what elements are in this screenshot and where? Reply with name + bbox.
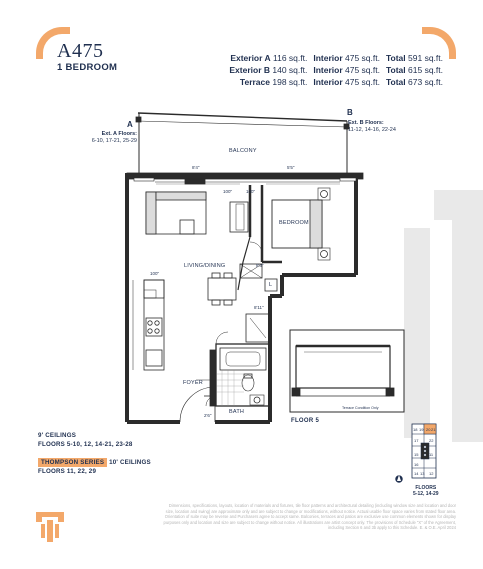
balcony-edge [138, 113, 347, 121]
brand-logo-icon [36, 512, 64, 542]
dimension-label: 8'11" [254, 305, 264, 310]
area-row: Exterior B 140 sq.ft. Interior 475 sq.ft. Total 615 sq.ft. [229, 65, 443, 75]
ceiling-height: 10' CEILINGS [109, 459, 151, 466]
room-bath: BATH [229, 409, 245, 415]
keyplan-unit: 19 [419, 427, 424, 432]
unit-type: 1 BEDROOM [57, 62, 118, 73]
room-foyer: FOYER [183, 380, 203, 386]
area-row: Terrace 198 sq.ft. Interior 475 sq.ft. Total 673 sq.ft. [239, 77, 443, 87]
area-row: Exterior A 116 sq.ft. Interior 475 sq.ft. Total 591 sq.ft. [230, 53, 443, 63]
series-badge: THOMPSON SERIES [38, 458, 107, 467]
marker-a: A [127, 120, 133, 129]
keyplan-unit: 15 [414, 452, 419, 457]
unit-name: A475 [57, 40, 104, 62]
ceiling-info-standard [38, 432, 133, 449]
ceiling-floors: FLOORS 11, 22, 29 [38, 468, 97, 475]
ext-a-label: Ext. A Floors: 6-10, 17-21, 25-29 [91, 131, 137, 144]
ext-b-label: Ext. B Floors: 11-12, 14-16, 22-24 [348, 120, 396, 133]
room-living-dining: LIVING/DINING [184, 263, 226, 269]
dimension-label: 100" [150, 271, 160, 276]
keyplan-unit: 22 [429, 438, 434, 443]
dimension-label: 100" [223, 189, 233, 194]
dimension-label: 2'6" [204, 413, 212, 418]
floor5-label: FLOOR 5 [291, 418, 320, 424]
keyplan-unit: 20 [426, 427, 431, 432]
keyplan-unit: 12 [429, 471, 434, 476]
ceiling-floors: FLOORS 5-10, 12, 14-21, 23-28 [38, 440, 133, 448]
keyplan-unit: 13 [420, 471, 425, 476]
keyplan-label: FLOORS 5-12, 14-29 [413, 485, 439, 497]
dimension-label: 8'3" [256, 263, 264, 268]
ceiling-info-series [38, 458, 151, 476]
keyplan-unit: 18 [413, 427, 418, 432]
marker-b: B [347, 108, 353, 117]
keyplan-unit: 17 [414, 438, 419, 443]
dimension-label: 100" [246, 189, 256, 194]
terrace-note: Terrace Condition Only [342, 406, 379, 410]
dimension-label: 5'5" [287, 165, 295, 170]
keyplan-unit: 21 [431, 427, 436, 432]
keyplan-unit: 14 [414, 471, 419, 476]
keyplan-unit: 11 [429, 452, 434, 457]
ceiling-height: 9' CEILINGS [38, 432, 77, 439]
disclaimer: Dimensions, specifications, layouts, location of materials and fixtures, tile floor patterns and architectural detailing (including window size and location and door size, location and swing) are approximate only and are subject to change or modifications, without notice. Actual usable floor space varies from stated floor area. Orientation of suite may be reverse and Purchasers agree to accept same. Balconies, terraces and patios are exclusive use common elements shown for display purposes only and location and size are subject to change without notice. All illustrations are artist concept only. The provisions of Schedule "X" of the Agreement, including Section 6 and 3b apply to this Schedule. E. & O.E. April 2024 [163, 503, 456, 531]
room-linen: L [269, 282, 273, 288]
keyplan-unit: 16 [414, 462, 419, 467]
room-bedroom: BEDROOM [279, 220, 309, 226]
room-balcony: BALCONY [229, 148, 257, 154]
dimension-label: 8'4" [192, 165, 200, 170]
